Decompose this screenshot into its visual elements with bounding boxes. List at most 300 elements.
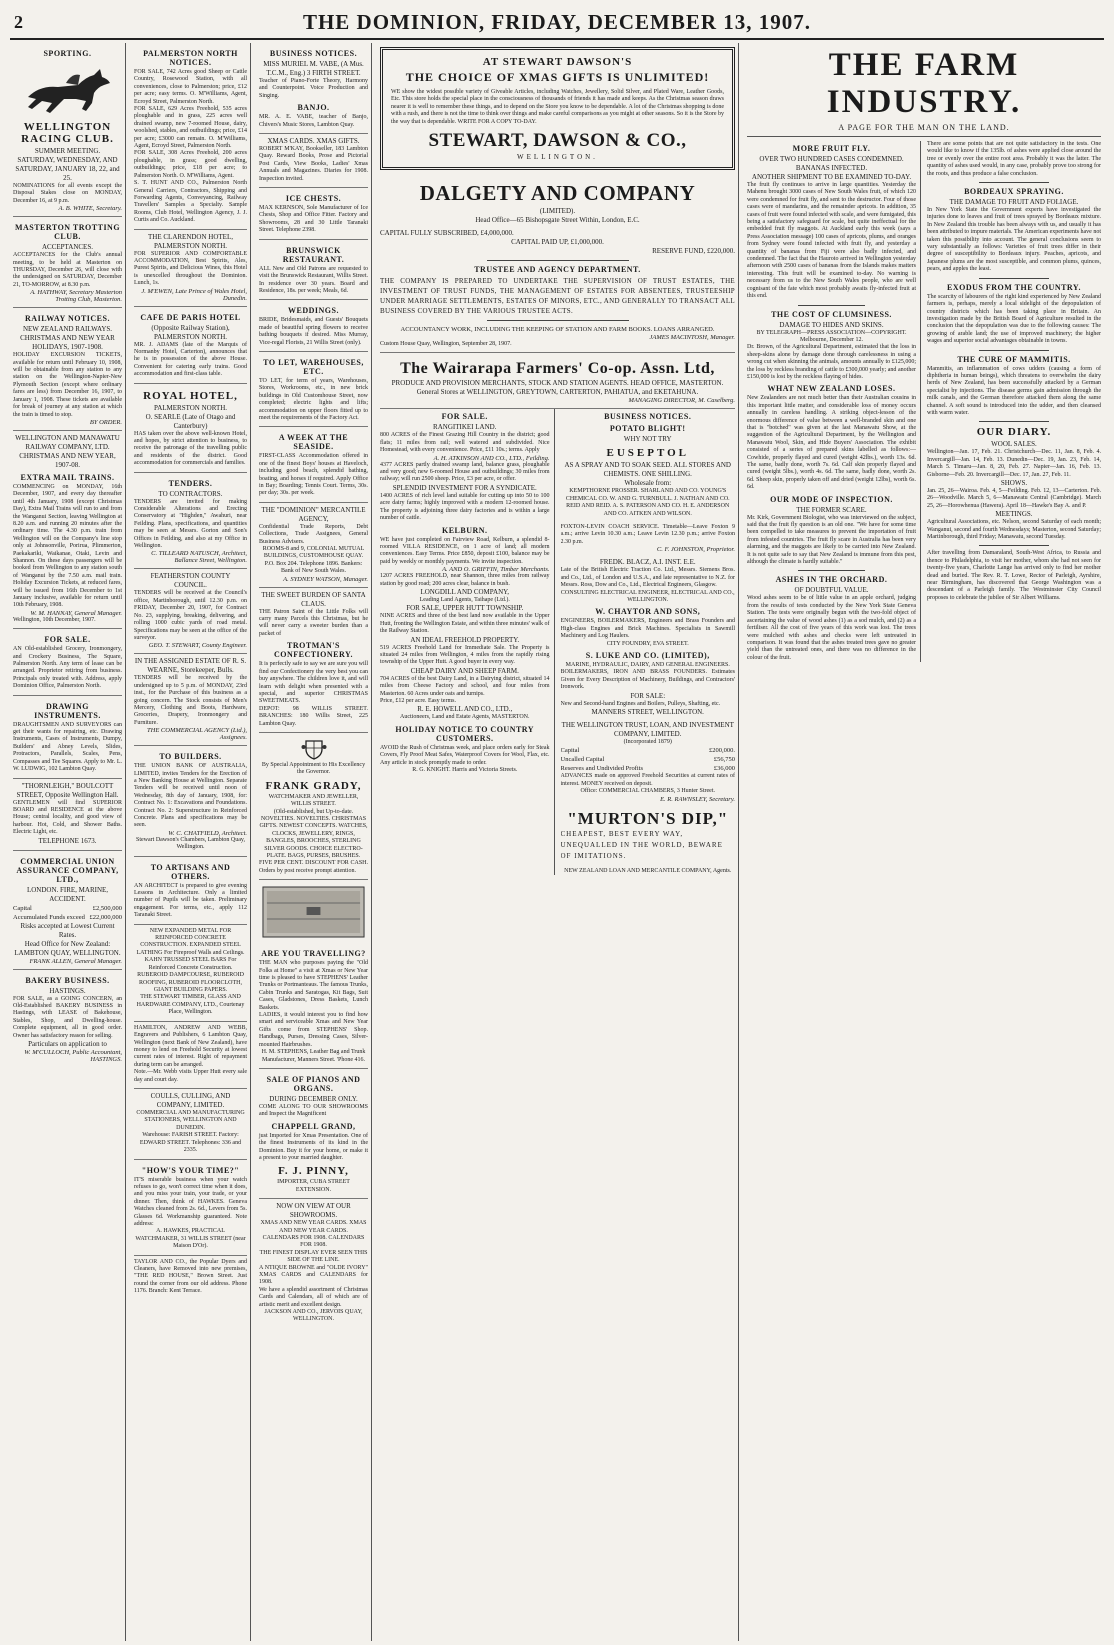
column-palmerston-tenders bbox=[131, 43, 251, 1641]
former-headline: THE FORMER SCARE. bbox=[796, 505, 867, 514]
sporting-section bbox=[13, 43, 122, 217]
sd-firm: STEWART, DAWSON & CO., bbox=[428, 130, 687, 152]
seaside bbox=[259, 427, 368, 502]
farm-articles bbox=[747, 141, 1101, 662]
to-artisans bbox=[134, 857, 247, 925]
holiday-body: AVOID the Rush of Christmas week, and place orders early for Steak Covers, Fly Proof Meat Safes, Waterproof Covers for Wool, Flax, etc. Any article in stock promptly made to order. bbox=[380, 744, 550, 766]
wfc-sub: PRODUCE AND PROVISION MERCHANTS, STOCK AND STATION AGENTS. HEAD OFFICE, MASTERTON. bbox=[391, 379, 724, 388]
artisans-title: TO ARTISANS AND OTHERS. bbox=[150, 862, 231, 881]
pinny-title: F. J. PINNY, bbox=[278, 1165, 349, 1178]
cafe-sub: (Opposite Railway Station), PALMERSTON NORTH. bbox=[151, 323, 230, 341]
trustee-title: TRUSTEE AND AGENCY DEPARTMENT. bbox=[474, 265, 641, 275]
accountancy: ACCOUNTANCY WORK, INCLUDING THE KEEPING OF STATION AND FARM BOOKS. LOANS ARRANGED. bbox=[400, 326, 715, 334]
chaytor-sub: CITY FOUNDRY, EVA STREET. bbox=[606, 640, 689, 647]
farm-page-title: THE FARM INDUSTRY. bbox=[826, 47, 1022, 120]
ice-title: ICE CHESTS. bbox=[285, 194, 342, 204]
featherston-council bbox=[134, 569, 247, 654]
mammitis-headline: THE CURE OF MAMMITIS. bbox=[957, 354, 1071, 364]
fcc-body: TENDERS will be received at the Council's office, Martinborough, until 12.30 p.m. on FRIDAY, December 20, 1907, for Contract No. 23, supplying, breaking, delivering, and rolling 1000 cubic yards of road metal. Specifications may be seen at the office of the surveyor. bbox=[134, 590, 247, 641]
former-body: Mr. Kirk, Government Biologist, who was interviewed on the subject, said that the fruit fly question is an old one. "We have for some time been compelled to take measures to prevent the importation of fruit from infested countries. The fruit fly scare in Australia has been very alarming, and the maggots are likely to be carried into New Zealand. It is not quite safe to say that New Zealand is immune from this pest, although the climate is hardly suitable." bbox=[747, 514, 916, 566]
r704-price: Price, £12 per acre. Easy terms. bbox=[380, 698, 456, 704]
r800-signature: A. H. ATKINSON AND CO., LTD., Feilding. bbox=[433, 454, 550, 462]
tender-signature: C. TILLEARD NATUSCH, Architect, Ballance Street, Wellington. bbox=[151, 550, 247, 565]
ad-text: FOR SALE, 742 Acres good Sheep or Cattle Country, Rosewood Station, with all conveniences, close to Palmerston; price, £12 per acre; easy terms. O. M'Williams, Agent, Ecroyd Street, Palmerston North. bbox=[134, 69, 247, 105]
ice-body: MAX KERNSON, Sole Manufacturer of Ice Chests, Shop and Office Fitter. Factory and Showrooms, 28 and 30 Little Taranaki Street. Telephone 2398. bbox=[259, 205, 368, 234]
dalgety-reserve: RESERVE FUND, £220,000. bbox=[652, 247, 735, 256]
bakery-town: HASTINGS. bbox=[49, 986, 86, 995]
section-heading: TENDERS. bbox=[168, 478, 213, 488]
finest-display: THE FINEST DISPLAY EVER SEEN THIS SIDE OF THE LINE. bbox=[259, 1249, 368, 1264]
expanded-metal bbox=[134, 925, 247, 1022]
wtl-uncalled: Uncalled Capital £56,750 bbox=[560, 756, 735, 764]
bruns-body: ALL New and Old Patrons are requested to visit the Brunswick Restaurant, Willis Street. In residence over 30 years. Board and Residence, 18s. per week; Meals, 6d. bbox=[259, 265, 368, 294]
for-sale-land bbox=[380, 409, 555, 875]
olde-ivory: A NTIQUE BROWNE and "OLDE IVORY" XMAS CARDS and CALENDARS for 1908. bbox=[259, 1264, 368, 1286]
wrc-signature: A. B. WHITE, Secretary. bbox=[58, 205, 122, 213]
bruns-title: BRUNSWICK RESTAURANT. bbox=[282, 245, 345, 264]
drawing-title: DRAWING INSTRUMENTS. bbox=[34, 701, 101, 720]
trotman-body: It is perfectly safe to say we are sure you will find our Confectionery the very best you can buy anywhere. The children love it, and will learn with delight when presented with a special, and superior CHRISTMAS SWEETMEATS. bbox=[259, 661, 368, 705]
wrc-title: WELLINGTON RACING CLUB. bbox=[21, 121, 114, 145]
estate-body: TENDERS will be received by the undersigned up to 5 p.m. of MONDAY, 23rd inst., for the Purchase of this business as a going concern. The Stock consists of Men's Mercery, Clothing and Boots, Hardware, Groceries, Drapery, Ironmongery and Furniture. bbox=[134, 675, 247, 726]
farm-right-column bbox=[927, 141, 1101, 662]
nzla-signature: NEW ZEALAND LOAN AND MERCANTILE COMPANY, Agents. bbox=[564, 867, 732, 874]
wed-body: BRIDE, Bridesmaids, and Guests' Bouquets made of beautiful spring flowers to receive bathing bouquets if desired. Miss Murray, Vice-regal Florists, 21 Willis Street (only). bbox=[259, 317, 368, 346]
page-number: 2 bbox=[14, 12, 23, 32]
dalgety-ltd: (LIMITED). bbox=[539, 207, 576, 216]
hamilton-body: HAMILTON, ANDREW AND WEBB, Engravers and Publishers, 6 Lambton Quay, Wellington (next Bank of New Zealand), have money to lend on Freehold Security at lowest current rates of interest. Right of repayment during term can be arranged. bbox=[134, 1024, 247, 1068]
clarendon-body: FOR SUPERIOR AND COMFORTABLE ACCOMMODATION, Best Spirits, Ales, Purest Spirits, and Delicious Wines, this Hotel is unexcelled throughout the Dominion. Lunch, 1s. bbox=[134, 250, 247, 287]
fruitfly-body: The fruit fly continues to arrive in large quantities. Yesterday the Mahenu brought 3000 cases of New South Wales fruit, of which 120 were condemned for fruit fly, and sent to the destructor. Four of those cases were of mandarins, and the remainder apricots. In addition, 35 cases of fruit were found infected with scale, and were fumigated, this being a satisfactory safeguard for scale, but quite ineffectual for the embedded fruit fly maggots. At Auckland early this week (says a Press Association message) 100 cases of apricots, plums, and oranges from Sydney were found infected with fruit fly, and yesterday a quantity of bananas from Fiji were also badly infected, and condemned. The fact that the Hauroto arrived in Wellington yesterday afternoon with 2500 cases of bananas from the Islands makes matters interesting. This fruit will be examined to-day. No warning is necessary from us to the New South Wales people, who are well cognisant of the fate which most probably awaits fly-infected fruit at this end. bbox=[747, 182, 916, 300]
stewart-dawson-ad bbox=[380, 47, 735, 170]
fcc-signature: GEO. T. STEWART, County Engineer. bbox=[148, 642, 247, 650]
mtc-title: MASTERTON TROTTING CLUB. bbox=[14, 223, 121, 242]
blacz-title: FREDK. BLACZ, A.I. INST. E.E. bbox=[599, 558, 696, 567]
kelburn-signature: A. AND O. GRIFFIN, Timber Merchants. bbox=[442, 566, 550, 574]
xcards-title: XMAS CARDS. XMAS GIFTS. bbox=[267, 137, 360, 146]
royal-arms-icon bbox=[301, 738, 327, 760]
dalgety-address: Custom House Quay, Wellington, September 28, 1907. bbox=[380, 341, 512, 348]
cost-headline: THE COST OF CLUMSINESS. bbox=[771, 309, 892, 319]
rooms-body: P.O. Box 204. Telephone 1896. Bankers: Bank of New South Wales. bbox=[264, 560, 363, 575]
bordeaux-headline: BORDEAUX SPRAYING. bbox=[964, 187, 1064, 197]
dalgety-title: DALGETY AND COMPANY bbox=[419, 181, 696, 206]
section-heading: FOR SALE. bbox=[44, 635, 91, 645]
palmerston-notices bbox=[134, 43, 247, 230]
coulls-culling bbox=[134, 1089, 247, 1159]
bakery-body: FOR SALE, as a GOING CONCERN, an Old-Established BAKERY BUSINESS in Hastings, with LEASE of Bakehouse, Stables, Shop, and Dwelling-house. Complete equipment, all in good order. Owner has satisfactory reason for selling. bbox=[13, 995, 122, 1039]
gov-appointment: By Special Appointment to His Excellency the Governor. bbox=[261, 761, 366, 776]
grady-title: FRANK GRADY, bbox=[265, 779, 362, 792]
stephens-signature: H. M. STEPHENS, Leather Bag and Trunk Manufacturer, Manners Street. 'Phone 416. bbox=[261, 1049, 366, 1063]
wtl-title: THE WELLINGTON TRUST, LOAN, AND INVESTMENT COMPANY, LIMITED. bbox=[561, 720, 734, 738]
railway-notices bbox=[13, 308, 122, 431]
clarendon-signature: J. M'EWEN, Late Prince of Wales Hotel, Dunedin. bbox=[141, 287, 247, 302]
rangitikei-title: RANGITIKEI LAND. bbox=[433, 423, 497, 432]
hamilton-andrew-webb bbox=[134, 1022, 247, 1089]
wmr-sub: CHRISTMAS AND NEW YEAR, 1907-08. bbox=[19, 451, 116, 469]
cua-funds: Accumulated Funds exceed £22,000,000 bbox=[13, 913, 122, 921]
nzr-title: NEW ZEALAND RAILWAYS. bbox=[22, 325, 113, 334]
assigned-estate bbox=[134, 654, 247, 746]
fruitfly-deck-3: ANOTHER SHIPMENT TO BE EXAMINED TO-DAY. bbox=[751, 173, 912, 181]
fruitfly-deck-2: BANANAS INFECTED. bbox=[795, 164, 868, 172]
dalgety-ad bbox=[380, 174, 735, 353]
cua-sub: LONDON. FIRE, MARINE, ACCIDENT. bbox=[26, 885, 109, 903]
dalgety-paid-up: CAPITAL PAID UP, £1,000,000. bbox=[511, 238, 604, 247]
drawing-body: DRAUGHTSMEN AND SURVEYORS can get their wants for repairing, etc. Drawing Instruments, Cases of Instruments, Dumpy, Builders' and Abney Levels, Slides, Protractors, Parallels, Scales, Pens, Compasses and Tee Squares. Apply to Mr. L. W. LUDWIG, 102 Lambton Quay. bbox=[13, 721, 122, 773]
wtl-reserves: Reserves and Undivided Profits £36,000 bbox=[560, 765, 735, 773]
wholesale-list: KEMPTHORNE PROSSER. SHARLAND AND CO. YOUNG'S CHEMICAL CO. W. AND G. TURNBULL. J. NATHAN AND CO. REID AND REID. A. S. PATERSON AND CO. H. E. ANDERSON AND CO. AITKEN AND WILSON. bbox=[565, 488, 730, 517]
xcards-body: ROBERT M'KAY, Bookseller, 183 Lambton Quay. Reward Books, Prose and Pictorial Post Cards, View Books, Ladies' Xmas Annuals and Magazines. Diaries for 1908. Inspection invited. bbox=[259, 146, 368, 182]
wtl-capital: Capital £200,000. bbox=[560, 747, 735, 755]
xmas-body: HOLIDAY EXCURSION TICKETS, available for return until February 10, 1908, will be obtainable from any station to any station on the Wellington-Napier-New Plymouth Section (except where ordinary fares are less) from December 16, 1907, to January 1, 1908. These tickets are available for break of journey at any station at which the train is timed to stop. bbox=[13, 352, 122, 418]
section-heading: FOR SALE. bbox=[441, 412, 488, 422]
wtl-body: ADVANCES made on approved Freehold Securities at current rates of interest. MONEY received on deposit. bbox=[560, 773, 735, 787]
dalgety-signature: JAMES MACINTOSH, Manager. bbox=[649, 334, 735, 342]
chaytor-title: W. CHAYTOR AND SONS, bbox=[595, 607, 701, 617]
nyc-body: XMAS AND NEW YEAR CARDS. XMAS AND NEW YEAR CARDS. bbox=[260, 1220, 367, 1234]
land-and-business bbox=[380, 409, 735, 875]
ashes-deck: OF DOUBTFUL VALUE. bbox=[794, 586, 869, 595]
fruitfly-headline: MORE FRUIT FLY. bbox=[792, 144, 871, 153]
xmas-holidays: CHRISTMAS AND NEW YEAR HOLIDAYS, 1907-1908. bbox=[20, 334, 115, 352]
drawing-instruments bbox=[13, 696, 122, 779]
clarendon-title: THE CLARENDON HOTEL, PALMERSTON NORTH. bbox=[148, 232, 233, 250]
taylor-dyers bbox=[134, 1256, 247, 1300]
wrc-body: NOMINATIONS for all events except the Disposal Stakes close on MONDAY, December 16, at 9 p.m. bbox=[13, 183, 122, 204]
cua-signature: FRANK ALLEN, General Manager. bbox=[29, 957, 122, 965]
chappell-body: just Imported for Xmas Presentation. One of the finest Instruments of its kind in the Dominion. Buy it for your home, or make it a present to your married daughter. bbox=[259, 1132, 368, 1161]
cua-capital: Capital £2,500,000 bbox=[13, 904, 122, 912]
meetings-body: Agricultural Associations, etc. Nelson, second Saturday of each month; Wanganui, second and fourth Wednesdays; Masterton, second Saturday; Martinborough, third Friday; Manawatu, second Tuesday. bbox=[927, 519, 1101, 541]
r1207-body: 1207 ACRES FREEHOLD, near Shannon, three miles from railway station by good road; 200 acres clear, balance in bush. bbox=[380, 573, 550, 587]
shows-body: Jan. 25, 26—Wairoa. Feb. 4, 5—Feilding. Feb. 12, 13—Carterton. Feb. 26—Woodville. March 5, 6—Manawatu Central (Cambridge). March 25, 26—Horowhenua (Hawera). April 18—Hawke's Bay A. and P. bbox=[927, 488, 1101, 509]
tender-body: TENDERS are invited for making Considerable Alterations and Erecting Conservatory at "Highden," Awahuri, near Feilding. Plans, specifications, and quantities may be seen at Messrs. Gorton and Son's Offices in Feilding, and also at my Office in Wellington. bbox=[134, 498, 247, 550]
wool-sales-title: WOOL SALES. bbox=[991, 440, 1037, 449]
cafe-body: MR. J. ADAMS (late of the Marquis of Normanby Hotel, Carterton), announces that he is in possession of the above House. Convenient for catering early trains. Good accommodation and first-class table. bbox=[134, 341, 247, 378]
section-heading: RAILWAY NOTICES. bbox=[25, 314, 110, 324]
racehorse-icon bbox=[20, 63, 116, 115]
column-sporting-railway bbox=[10, 43, 126, 1641]
what-headline: WHAT NEW ZEALAND LOSES. bbox=[767, 384, 896, 394]
r1400-body: 1400 ACRES of rich level land suitable for cutting up into 50 to 100 acre dairy farms; highly improved with a modern 12-roomed house. The property is adjoining three dairy factories and is within a large number of cattle. bbox=[380, 492, 550, 522]
rooms-signature: A. SYDNEY WATSON, Manager. bbox=[283, 575, 368, 583]
ad-text: FOR SALE, 629 Acres Freehold, 535 acres ploughable and in grass, 225 acres well drained swamp, new 7-roomed House, dairy, woolshed, stables, and outbuildings; price, £14 per acre; £3000 can remain. O. M'Williams, Agent, Ecroyd Street, Palmerston North. bbox=[134, 106, 247, 150]
kelburn-title: KELBURN. bbox=[441, 525, 488, 535]
sd-body: WE show the widest possible variety of Giveable Articles, including Watches, Jewellery, Solid Silver, and Plated Ware, Leather Goods, Etc. This store holds the special place in the consciousness of thousands of friends it has made and keeps. As the Christmas season draws nearer it is well to remember these things, and to depend on the Store you know to be dependable. A lot of the Christmas shopping is done with a rush, and there is not the time to think over things and make careful comparisons as you might at other seasons. So it is the Store by the way that is dependable. WRITE FOR A COPY TO-DAY. bbox=[391, 89, 724, 125]
section-heading: PALMERSTON NORTH NOTICES. bbox=[143, 49, 238, 67]
murtons-dip-title: "MURTON'S DIP," bbox=[567, 808, 729, 828]
dalgety-capital: CAPITAL FULLY SUBSCRIBED, £4,000,000. bbox=[380, 229, 514, 238]
cost-telegraph: BY TELEGRAPH—PRESS ASSOCIATION—COPYRIGHT. Melbourne, December 12. bbox=[756, 329, 907, 343]
bakery-signature: W. M'CULLOCH, Public Accountant, HASTINGS. bbox=[24, 1048, 122, 1063]
hawkes-title: "HOW'S YOUR TIME?" bbox=[141, 1165, 240, 1175]
builders-title: TO BUILDERS. bbox=[159, 752, 222, 762]
page-title: THE DOMINION, FRIDAY, DECEMBER 13, 1907. bbox=[302, 10, 812, 34]
jackson-cards bbox=[259, 1199, 368, 1328]
blacz-sub: CONSULTING ELECTRICAL ENGINEER, ELECTRICAL AND CO., WELLINGTON. bbox=[560, 589, 735, 603]
farm-left-column bbox=[747, 141, 921, 662]
expanded-body: NEW EXPANDED METAL FOR REINFORCED CONCRETE CONSTRUCTION. EXPANDED STEEL LATHING For Fireproof Walls and Ceilings. KAHN TRUSSED STEEL BARS For Reinforced Concrete Construction. RUBEROID DAMPCOURSE, RUBEROID ROOFING, RUBEROID FLOORCLOTH, GIANT BUILDING PAPERS. bbox=[136, 927, 245, 993]
travel-title: ARE YOU TRAVELLING? bbox=[261, 949, 366, 959]
column-farm-industry bbox=[744, 43, 1104, 1641]
foxton-signature: C. F. JOHNSTON, Proprietor. bbox=[656, 546, 735, 554]
longdill-title: LONGDILL AND COMPANY, bbox=[420, 587, 510, 596]
coulls-title: COULLS, CULLING, AND COMPANY, LIMITED. bbox=[150, 1092, 231, 1110]
santa-body: THE Patron Saint of the Little Folks will carry many Parcels this Christmas, but he will never carry a sweeter burden than a packet of bbox=[259, 608, 368, 637]
hawkes-signature: A. HAWKES, PRACTICAL WATCHMAKER, 31 WILLIS STREET (near Maison D'Or). bbox=[135, 1228, 246, 1250]
wmr-signature: W. M. HANNAY, General Manager. bbox=[30, 609, 122, 617]
trunk-illustration-icon bbox=[259, 883, 368, 941]
artisans-body: AN ARCHITECT is prepared to give evening Lessons in Architecture. Only a limited number of Pupils will be taken. Preliminary engagement. For terms, etc., apply 112 Taranaki Street. bbox=[134, 882, 247, 919]
meetings-title: MEETINGS. bbox=[995, 510, 1033, 519]
olde-body: We have a splendid assortment of Christmas Cards and Calendars, all of which are of artistic merit and excellent design. bbox=[259, 1286, 368, 1308]
tolet-title: TO LET, WAREHOUSES, ETC. bbox=[263, 357, 364, 376]
chappell-title: CHAPPELL GRAND, bbox=[271, 1121, 356, 1131]
cua-address: LAMBTON QUAY, WELLINGTON. bbox=[14, 948, 121, 957]
what-body: New Zealanders are not much better than their Australian cousins in this important little matter, and considerable loss of money occurs annually in careless handling. A striking object-lesson of the enormous difference of value between a well-branded skin and one that is "botched" was given at the last Manawatu Show, at the suggestion of the Agricultural Department, by the Wellington and Manawatu Wool, Skin, and Hide Buyers' Association. The exhibit consisted of a series of prepared skins labelled as follows:— Cowhide, properly flayed and cured (weight 42lbs.), worth 13s. 6d. The same, badly done, worth 7s. 6d. Calf skin properly flayed and cured (weight 5lbs.), worth 4s. 6d. The same, badly done, worth 2s. 6d. Sheep skin, properly taken off and dried (weight 12lbs), worth 6s. 6d. bbox=[747, 395, 916, 491]
wool-sales-body: Wellington—Jan. 17, Feb. 21. Christchurch—Dec. 11, Jan. 8, Feb. 4. Invercargill—Jan. 14, Feb. 13. Dunedin—Dec. 19, Jan. 23, Feb. 14, March 5. Timaru—Jan. 8, 20, Feb. 27. Napier—Jan. 16, Feb. 13. Gisborne—Feb. 20. Invercargill—Dec. 17, Jan. 27, Feb. 11. bbox=[927, 449, 1101, 478]
cafe-title: CAFE DE PARIS HOTEL bbox=[140, 312, 241, 322]
cheap-title: CHEAP DAIRY AND SHEEP FARM. bbox=[410, 666, 519, 675]
brunswick-restaurant bbox=[259, 240, 368, 301]
why-not: WHY NOT TRY bbox=[623, 435, 672, 444]
coulls-sub: COMMERCIAL AND MANUFACTURING STATIONERS, WELLINGTON AND DUNEDIN. bbox=[136, 1110, 245, 1131]
ice-chests bbox=[259, 188, 368, 240]
bakery-partic: Particulars on application to bbox=[28, 1039, 107, 1048]
hawkes-watchmaker bbox=[134, 1160, 247, 1256]
banjo-title: BANJO. bbox=[297, 103, 330, 113]
wrc-dates: SATURDAY, WEDNESDAY, AND SATURDAY, JANUARY 18, 22, and 25. bbox=[15, 156, 120, 182]
extra-mail: EXTRA MAIL TRAINS. bbox=[20, 472, 115, 482]
manners-street: MANNERS STREET, WELLINGTON. bbox=[591, 707, 704, 716]
ashes-headline: ASHES IN THE ORCHARD. bbox=[775, 575, 888, 585]
section-heading: BUSINESS NOTICES. bbox=[269, 49, 358, 58]
extra-body: COMMENCING on MONDAY, 16th December, 1907, and every day thereafter until 4th January, 1908 (except Christmas Day), Extra Mail Trains will run to and from the Wanganui Section, leaving Wellington at 8.20 a.m. and running 20 minutes after the ordinary time. The 4.30 p.m. train from Wellington will on the Company's line stop only at Johnsonville, Porirua, Plimmerton, Paekakariki, Waikanae, Otaki, Levin and Shannon. On these days passengers will be booked from Wellington to any station south of Wanganui by the 7.50 a.m. mail train. Holiday Excursion Tickets, at reduced fares, will be issued from 16th December to 1st January inclusive, available for return until 10th February, 1908. bbox=[13, 483, 122, 609]
trustee-body: THE COMPANY IS PREPARED TO UNDERTAKE THE SUPERVISION OF TRUST ESTATES, THE INVESTMENT OF TRUST FUNDS, THE MANAGEMENT OF ESTATES FOR ABSENTEES, TRUSTEESHIP UNDER MARRIAGE SETTLEMENTS, ESTATES OF MINORS, ETC., AND GENERALLY TO TRANSACT ALL BUSINESS COVERED BY THE VARIOUS TRUSTEE ACTS. bbox=[380, 277, 735, 316]
farm-page-subtitle: A PAGE FOR THE MAN ON THE LAND. bbox=[747, 123, 1101, 137]
pinny-sub: IMPORTER, CUBA STREET EXTENSION. bbox=[277, 1179, 350, 1193]
hamilton-note: Note.—Mr. Webb visits Upper Hutt every sale day and court day. bbox=[134, 1069, 247, 1083]
column-business-notices bbox=[256, 43, 372, 1641]
bordeaux-deck: THE DAMAGE TO FRUIT AND FOLIAGE. bbox=[949, 198, 1079, 207]
by-order: BY ORDER. bbox=[89, 418, 122, 426]
cafe-de-paris bbox=[134, 307, 247, 384]
luke-title: S. LUKE AND CO. (LIMITED), bbox=[585, 650, 710, 660]
sd-city: WELLINGTON. bbox=[517, 153, 598, 162]
estate-title: IN THE ASSIGNED ESTATE OF R. S. WEARNE, Storekeeper, Bulls. bbox=[134, 657, 247, 675]
pianos-body: COME ALONG TO OUR SHOWROOMS and Inspect the Magnificent bbox=[259, 1103, 368, 1118]
wfc-title: The Wairarapa Farmers' Co-op. Assn. Ltd, bbox=[400, 360, 715, 378]
tcb-body: Confidential Trade Reports, Debt Collections, Trade Assignees, General Business Advisers. bbox=[259, 523, 368, 545]
mercantile-agency bbox=[259, 503, 368, 588]
fcc-title: FEATHERSTON COUNTY COUNCIL. bbox=[150, 572, 231, 590]
wed-title: WEDDINGS. bbox=[288, 306, 339, 316]
to-contractors: TO CONTRACTORS. bbox=[158, 489, 223, 498]
builders-signature: W. C. CHATFIELD, Architect. bbox=[168, 829, 247, 837]
to-builders bbox=[134, 746, 247, 856]
timber-company: THE STEWART TIMBER, GLASS AND HARDWARE COMPANY, LTD., Courtenay Place, Wellington. bbox=[136, 994, 245, 1016]
grady-note: FIVE PER CENT. DISCOUNT FOR CASH. Orders by post receive prompt attention. bbox=[259, 860, 368, 874]
business-notices-2 bbox=[561, 409, 736, 875]
wfc-stores: General Stores at WELLINGTON, GREYTOWN, CARTERTON, PAHIATUA, and EKETAHUNA. bbox=[416, 388, 699, 397]
exodus-body: The scarcity of labourers of the right kind experienced by New Zealand farmers is, perhaps, merely a local sidelight of the depopulation of country districts which has been taking place in Britain. An investigation made by the British Board of Agriculture resulted in the conclusion that the depopulation was due to the following causes: The growing of arable land; the use of improved machinery; the higher wages and superior social advantages obtainable in towns. bbox=[927, 293, 1101, 345]
wtl-signature: E. R. RAWNSLEY, Secretary. bbox=[660, 795, 735, 803]
masterton-trotting bbox=[13, 217, 122, 308]
fruitfly-deck-1: OVER TWO HUNDRED CASES CONDEMNED. bbox=[759, 155, 904, 163]
r519-body: 519 ACRES Freehold Land for Immediate Sale. The Property is situated 24 miles from Wellington, 4 miles from the rapidly rising township of the Upper Hutt. A good buyer in every way. bbox=[380, 644, 550, 666]
racehorse-illustration bbox=[13, 60, 122, 118]
bakery-business bbox=[13, 970, 122, 1067]
builders-body: THE UNION BANK OF AUSTRALIA, LIMITED, invites Tenders for the Erection of a New Banking House at Wellington. Separate Tenders will be received until noon of Wednesday, 8th day of January, 1908, for: Contract No. 1: Excavations and Foundations. Contract No. 2: Superstructure in Reinforced Concrete. Plans and specifications may be seen. bbox=[134, 763, 247, 829]
sd-headline: AT STEWART DAWSON'S bbox=[482, 56, 633, 68]
ashes-continued: There are some points that are not quite satisfactory in the tests. One would like to know if the 135lb. of ashes were applied close around the tree or evenly over the entire root area. Probably it was the latter. The quantity of ashes used would, in any case, probably prove too strong for the roots, and thus produce a false conclusion. bbox=[927, 141, 1101, 177]
wmr-title: WELLINGTON AND MANAWATU RAILWAY COMPANY, LTD. bbox=[15, 433, 120, 451]
r704-body: 704 ACRES of the best Dairy Land, in a Dairying district, situated 14 miles from Cheese Factory and school, and four miles from Masterton. 60 Acres under oats and turnips. bbox=[380, 675, 550, 697]
holiday-title: HOLIDAY NOTICE TO COUNTRY CUSTOMERS. bbox=[395, 724, 535, 743]
uhut-title: FOR SALE, UPPER HUTT TOWNSHIP. bbox=[406, 604, 524, 613]
cua-title: COMMERCIAL UNION ASSURANCE COMPANY, LTD., bbox=[16, 856, 119, 884]
mtc-signature: A. HATHWAY, Secretary Masterton Trotting Club, Masterton. bbox=[30, 289, 122, 304]
builders-address: Stewart Dawson's Chambers, Lambton Quay, Wellington. bbox=[135, 836, 245, 851]
diary-headline: OUR DIARY. bbox=[976, 426, 1052, 439]
column-display-ads bbox=[377, 43, 739, 1641]
royal-body: HAS taken over the above well-known Hotel, and hopes, by strict attention to business, to receive the patronage of the travelling public and residents of the district. Good accommodation for commercials and families. bbox=[134, 430, 247, 467]
travelling-ad bbox=[259, 880, 368, 1069]
vabe-body: Teacher of Piano-Forte Theory, Harmony and Counterpoint. Voice Production and Singing. bbox=[259, 78, 368, 99]
longdill-sub: Leading Land Agents, Taihape (Ltd.). bbox=[419, 596, 510, 603]
ad-text: FOR SALE, 308 Acres Freehold, 200 acres ploughable, in grass; good dwelling, outbuildings; price, £18 per acre; to Palmerston North. O. M'Williams, Agent. bbox=[134, 150, 247, 179]
coulls-body: Warehouse: FARISH STREET. Factory: EDWARD STREET. Telephones: 336 and 2335. bbox=[139, 1132, 242, 1154]
seaside-body: FIRST-CLASS Accommodation offered in one of the finest Boys' houses at Haveloch, including good beach, splendid bathing, boating, and horses if required. Apply Office in Bay; Boarding; Tennis Court. Terms, 30s. per day; 30s. per week. bbox=[259, 453, 368, 497]
wtl-office: Office: COMMERCIAL CHAMBERS, 3 Hunter Street. bbox=[580, 788, 715, 795]
nyc-title: NOW ON VIEW AT OUR SHOWROOMS. bbox=[276, 1202, 351, 1220]
wtl-incorporated: (Incorporated 1879) bbox=[623, 738, 672, 745]
cost-body: Dr. Brown, of the Agricultural Department, estimated that the loss in sheep-skins alone by damage done through carelessness in using a wrong cut when skinning the animals, amounts annually to £125,000; the loss by reckless branding of cattle to £300,000 yearly; and another £150,000 is lost by the reckless flaying of hides. bbox=[747, 344, 916, 380]
tcb-title: THE "DOMINION" MERCANTILE AGENCY, bbox=[261, 505, 366, 523]
howell-sub: Auctioneers, Land and Estate Agents, MASTERTON. bbox=[399, 714, 530, 721]
section-heading: BUSINESS NOTICES. bbox=[604, 412, 692, 422]
blacz-body: Late of the British Electric Traction Co. Ltd., Messrs. Siemens Bros. and Co., Ltd., of London and U.S.A., and late representative to N.Z. for Messrs. Ross, Dow and Co., Ltd., Electrical Engineers, Glasgow. bbox=[560, 567, 735, 589]
to-let bbox=[259, 352, 368, 427]
royal-title: ROYAL HOTEL, bbox=[143, 389, 238, 402]
chaytor-body: ENGINEERS, BOILERMAKERS, Engineers and Brass Founders and High-class Engines and Brick Machines. Specialists in Sawmill Machinery and Log Haulers. bbox=[560, 618, 735, 640]
wmr-notice bbox=[13, 431, 122, 629]
for-sale-grocery bbox=[13, 629, 122, 695]
potato-title: POTATO BLIGHT! bbox=[609, 424, 686, 434]
howell-title: R. E. HOWELL AND CO., LTD., bbox=[417, 705, 513, 714]
foxton-body: FOXTON-LEVIN COACH SERVICE. Timetable—Leave Foxton 9 a.m.; arrive Levin 10.30 a.m.; Leave Levin 12.30 p.m.; arrive Foxton 2.30 p.m. bbox=[560, 524, 735, 545]
ladies-body: LADIES, it would interest you to find how smart and serviceable Xmas and New Year Gifts come from STEPHENS' Shop. Handbags, Purses, Dressing Cases, Silver-mounted Hairbrushes. bbox=[259, 1012, 368, 1048]
miscellany-body: After travelling from Damaraland, South-West Africa, to Russia and thence to Philadelphia, to visit her mother, whom she had not seen for twenty-five years, Charlotte Lange has arrived only to find her mother dead and buried. The Rev. R. T. Lowe, Rector of Parleigh, Ayrshire, near Birmingham, has discovered that George Washington was a descendant of a Parleigh family. The Westminster City Council proposes to celebrate the jubilee of Sir Albert Williams. bbox=[927, 550, 1101, 601]
calendars: CALENDARS FOR 1908. CALENDARS FOR 1908. bbox=[262, 1234, 365, 1249]
business-notices bbox=[259, 43, 368, 134]
luke-body: BOILERMAKERS, IRON AND BRASS FOUNDERS. Estimates Given for Every Description of Machinery, Buildings, and Contractors' Ironwork. bbox=[560, 669, 735, 691]
pianos-sale bbox=[259, 1069, 368, 1199]
royal-owner: O. SEARLE (Late of Otago and Canterbury) bbox=[145, 412, 236, 430]
vabe-title: MISS MURIEL M. VABE, (A Mus. T.C.M., Eng.) 3 FIRTH STREET. bbox=[263, 60, 364, 77]
thornleigh-title: "THORNLEIGH," BOULCOTT STREET, Opposite Wellington Hall. bbox=[16, 781, 119, 799]
luke-forsale-body: New and Second-hand Engines and Boilers, Pulleys, Shafting, etc. bbox=[560, 700, 721, 707]
santa-title: THE SWEET BURDEN OF SANTA CLAUS. bbox=[261, 590, 366, 608]
grady-sub: WATCHMAKER AND JEWELLER, WILLIS STREET. bbox=[268, 793, 359, 808]
murtons-dip-lines: CHEAPEST, BEST EVERY WAY, UNEQUALLED IN THE WORLD, BEWARE OF IMITATIONS. bbox=[560, 829, 723, 860]
grady-body: (Old-established, but Up-to-date. NOVELTIES. NOVELTIES. CHRISTMAS GIFTS. NEWEST CONCEPTS. WATCHES, CLOCKS, JEWELLERY, RINGS, BANGLES, BROOCHES, STERLING SILVER GOODS. CHOICE ELECTRO-PLATE. BAGS, PURSES, BRUSHES. bbox=[259, 808, 368, 859]
luke-forsale: FOR SALE: bbox=[630, 691, 666, 700]
clarendon-hotel bbox=[134, 230, 247, 307]
thornleigh bbox=[13, 779, 122, 851]
inspection-headline: OUR MODE OF INSPECTION. bbox=[770, 494, 893, 504]
sd-subheadline: THE CHOICE OF XMAS GIFTS IS UNLIMITED! bbox=[405, 70, 710, 84]
mammitis-body: Mammitis, an inflammation of cows udders (causing a form of diphtheria in human beings), which threatens to overwhelm the dairy herds of New Zealand, has been successfully attacked by a German specialist by injections. The disease germs gain admission through the milk canals, and the German therefore attacked them along the same channel. A soft sound is introduced into the udder, and then cleansed with warm water. bbox=[927, 365, 1101, 416]
shows-title: SHOWS. bbox=[1000, 479, 1028, 487]
travel-body: THE MAN who purposes paying the "Old Folks at Home" a visit at Xmas or New Year time is pleased to have STEPHENS' Leather Trunks or Portmanteaus. The famous Trunks, Cabin Trunks and Saratogas, Kit Bags, Suit Cases, Gladstones, Dress Baskets, Lunch Baskets. bbox=[259, 960, 368, 1011]
telephone: TELEPHONE 1673. bbox=[38, 836, 97, 845]
royal-hotel bbox=[134, 384, 247, 473]
seaside-title: A WEEK AT THE SEASIDE. bbox=[278, 433, 349, 452]
exodus-headline: EXODUS FROM THE COUNTRY. bbox=[947, 282, 1081, 292]
banjo-body: MR. A. E. VABE, teacher of Banjo, Chivers's Music Stores, Lambton Quay. bbox=[259, 114, 368, 128]
splendid-title: SPLENDID INVESTMENT FOR A SYNDICATE. bbox=[392, 483, 537, 492]
estate-signature: THE COMMERCIAL AGENCY (Ltd.), Assignees. bbox=[147, 727, 247, 742]
section-heading: SPORTING. bbox=[43, 49, 92, 58]
commercial-union bbox=[13, 851, 122, 970]
luke-sub: MARINE, HYDRAULIC, DAIRY, AND GENERAL ENGINEERS. bbox=[565, 661, 730, 668]
cost-deck: DAMAGE TO HIDES AND SKINS. bbox=[779, 320, 884, 329]
euseptol-title: EUSEPTOL bbox=[606, 447, 689, 460]
r4377-body: 4377 ACRES partly drained swamp land, balance grass, ploughable and very good; new 6-roomed House and outbuildings; 30 miles from railway; will run 2500 sheep. Price, £3 per acre, or offer. bbox=[380, 461, 550, 483]
bakery-title: BAKERY BUSINESS. bbox=[25, 975, 110, 985]
hawkes-body: IT'S miserable business when your watch refuses to go, won't correct time when it does, and you miss your train, your trade, or your dinner. Then, think of HAWKES. Geneva Watches cleaned from 2s. 6d., Levers from 5s. Glasses 6d. Workmanship guaranteed. Note address: bbox=[134, 1176, 247, 1227]
tenders bbox=[134, 473, 247, 570]
pianos-sub: DURING DECEMBER ONLY. bbox=[269, 1094, 358, 1103]
cua-head-office: Head Office for New Zealand: bbox=[24, 939, 111, 948]
wholesale-label: Wholesale from: bbox=[624, 479, 672, 488]
weddings bbox=[259, 300, 368, 352]
taylor-body: TAYLOR AND CO., the Popular Dyers and Cleaners, have Removed into new premises, "THE RED HOUSE," Brown Street. Just round the corner from our old address. Phone 1176. Branch: Kent Terrace. bbox=[134, 1258, 247, 1295]
masthead bbox=[10, 8, 1104, 40]
pianos-title: SALE OF PIANOS AND ORGANS. bbox=[266, 1074, 361, 1093]
uhut-body: NINE ACRES and three of the best land now available in the Upper Hutt, fronting the Wellington Estate, and within three minutes' walk of the Railway Station. bbox=[380, 613, 550, 635]
rooms-title: ROOMS-8 and 9, COLONIAL MUTUAL BUILDINGS, CUSTOMHOUSE QUAY. bbox=[262, 546, 365, 560]
thornleigh-body: GENTLEMEN will find SUPERIOR BOARD and RESIDENCE at the above House; central locality, and good view of harbour. Hot, Cold, and Shower Baths. Electric Light, etc. bbox=[13, 799, 122, 836]
jackson-signature: JACKSON AND CO., JERVOIS QUAY, WELLINGTON. bbox=[264, 1309, 363, 1323]
tolet-body: TO LET, for term of years, Warehouses, Stores, Workrooms, etc., in new brick buildings in Old Customhouse Street, now completed; electric lights and lifts; accommodation on upper floors fitted up to meet the requirements of the Factory Act. bbox=[259, 377, 368, 421]
ashes-body: Wood ashes seem to be of little value in an apple orchard, judging from the results of tests conducted by the New York State Geneva Station. The tests were originally begun with the two-fold object of ascertaining the value of wood ashes (1) as a sod mulch, and (2) as a fertiliser. All the cost of five years of this work was lost. The trees were mulched with ashes and checks were left untreated in comparison. It was found that the ashes treated trees gave no greater yield than the untreated ones, and there was no difference in the colour of the fruit. bbox=[747, 595, 916, 661]
ideal-title: AN IDEAL FREEHOLD PROPERTY. bbox=[410, 635, 520, 644]
euseptol-sub: AS A SPRAY AND TO SOAK SEED. ALL STORES AND CHEMISTS. ONE SHILLING. bbox=[564, 461, 731, 479]
trotman-title: TROTMAN'S CONFECTIONERY. bbox=[273, 641, 354, 660]
ad-text: S. T. HUNT AND CO., Palmerston North General Carriers, Contractors, Shipping and Forwarding Agents, Conveyancing, Railway Travellers' Samples a Specialty. Sample Rooms, Club Hotel, Wellington Agency, J. J. Curtis and Co. Auckland. bbox=[134, 180, 247, 224]
columns bbox=[10, 43, 1104, 1641]
xmas-cards bbox=[259, 134, 368, 188]
wmr-date: Wellington, 10th December, 1907. bbox=[13, 616, 96, 623]
mtc-body: ACCEPTANCES for the Club's annual meeting, to be held at Masterton on THURSDAY, December 26, will close with the undersigned on SATURDAY, December 21, TO-MORROW, at 8.30 p.m. bbox=[13, 252, 122, 288]
mtc-sub: ACCEPTANCES. bbox=[42, 243, 93, 252]
kelburn-body: WE have just completed on Fairview Road, Kelburn, a splendid 8-roomed VILLA RESIDENCE, on 1 acre of land; all modern conveniences. Easy Terms. Price £850, deposit £100, balance may be paid by weekly or monthly payments. We invite inspection. bbox=[380, 536, 550, 565]
wairarapa-farmers-ad bbox=[380, 353, 735, 409]
r800-body: 800 ACRES of the Finest Grazing Hill Country in the district; good flats; 11 miles from rail; well watered and subdivided. Nice Homestead, with every convenience. Price, £11 10s.; terms. Apply bbox=[380, 432, 550, 454]
cua-risks: Risks accepted at Lowest Current Rates. bbox=[20, 921, 115, 939]
wfc-signature: MANAGING DIRECTOR, M. Caselberg. bbox=[628, 397, 735, 405]
frank-grady bbox=[259, 733, 368, 880]
royal-sub: PALMERSTON NORTH. bbox=[153, 403, 228, 412]
santa-claus bbox=[259, 588, 368, 733]
trotman-address: DEPOT: 98 WILLIS STREET. BRANCHES: 180 Willis Street, 225 Lambton Quay. bbox=[259, 705, 368, 727]
dalgety-head-office: Head Office—65 Bishopsgate Street Within, London, E.C. bbox=[475, 216, 640, 225]
wrc-meeting: SUMMER MEETING. bbox=[34, 147, 101, 155]
